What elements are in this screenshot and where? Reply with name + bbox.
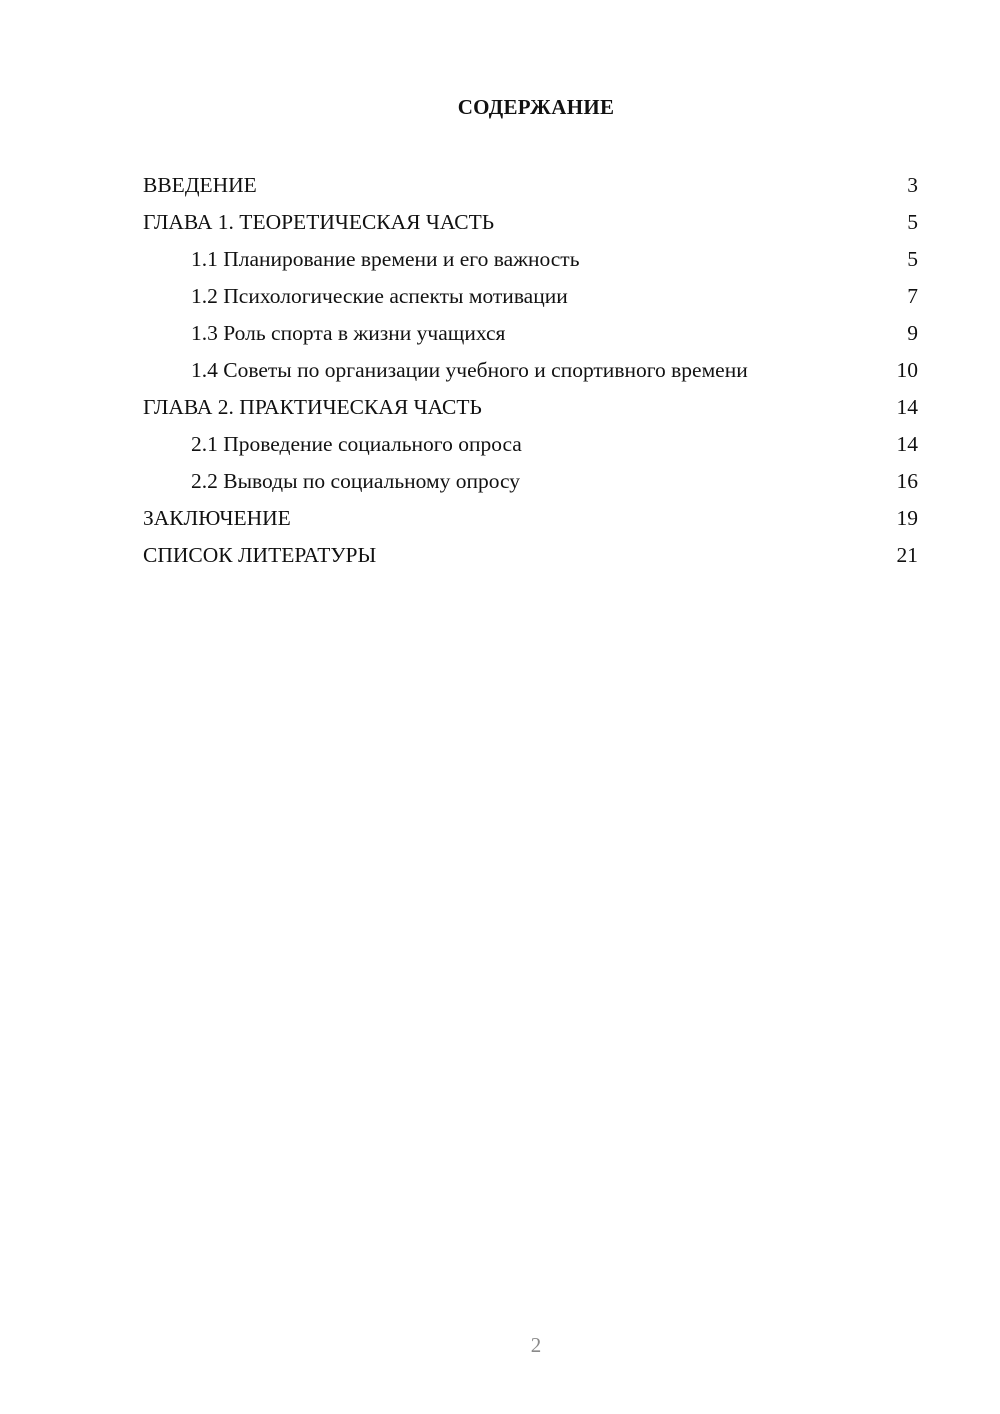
toc-entry-title: ЗАКЛЮЧЕНИЕ <box>143 506 291 530</box>
toc-entry-chapter-1[interactable] <box>143 204 918 241</box>
toc-entry-page: 9 <box>907 321 918 345</box>
toc-entry-page: 5 <box>907 247 918 271</box>
page-number: 2 <box>530 1333 542 1357</box>
toc-entry-section-1-1[interactable] <box>143 241 918 278</box>
toc-entry-page: 19 <box>896 506 918 530</box>
toc-entry-page: 7 <box>907 284 918 308</box>
toc-entry-section-2-1[interactable] <box>143 426 918 463</box>
toc-entry-page: 21 <box>896 543 918 567</box>
toc-entry-conclusion[interactable] <box>143 500 918 537</box>
toc-entry-title: СПИСОК ЛИТЕРАТУРЫ <box>143 543 377 567</box>
toc-entry-title: ГЛАВА 1. ТЕОРЕТИЧЕСКАЯ ЧАСТЬ <box>143 210 495 234</box>
toc-entry-title: 2.2 Выводы по социальному опросу <box>191 469 521 493</box>
toc-entry-page: 14 <box>896 432 918 456</box>
toc-entry-section-1-4[interactable] <box>143 352 918 389</box>
toc-entry-title: 1.1 Планирование времени и его важность <box>191 247 580 271</box>
toc-entry-title: ВВЕДЕНИЕ <box>143 173 257 197</box>
toc-entry-page: 3 <box>907 173 918 197</box>
toc-entry-page: 14 <box>896 395 918 419</box>
toc-entry-chapter-2[interactable] <box>143 389 918 426</box>
toc-entry-page: 5 <box>907 210 918 234</box>
toc-entry-title: 1.2 Психологические аспекты мотивации <box>191 284 568 308</box>
toc-entry-title: 1.3 Роль спорта в жизни учащихся <box>191 321 506 345</box>
table-of-contents <box>143 167 918 574</box>
toc-entry-section-2-2[interactable] <box>143 463 918 500</box>
toc-entry-page: 16 <box>896 469 918 493</box>
toc-entry-references[interactable] <box>143 537 918 574</box>
toc-entry-title: 1.4 Советы по организации учебного и спортивного времени <box>191 358 748 382</box>
toc-entry-page: 10 <box>896 358 918 382</box>
toc-entry-title: ГЛАВА 2. ПРАКТИЧЕСКАЯ ЧАСТЬ <box>143 395 482 419</box>
toc-entry-title: 2.1 Проведение социального опроса <box>191 432 522 456</box>
toc-entry-section-1-2[interactable] <box>143 278 918 315</box>
toc-entry-introduction[interactable] <box>143 167 918 204</box>
page-title: СОДЕРЖАНИЕ <box>457 95 615 119</box>
toc-entry-section-1-3[interactable] <box>143 315 918 352</box>
